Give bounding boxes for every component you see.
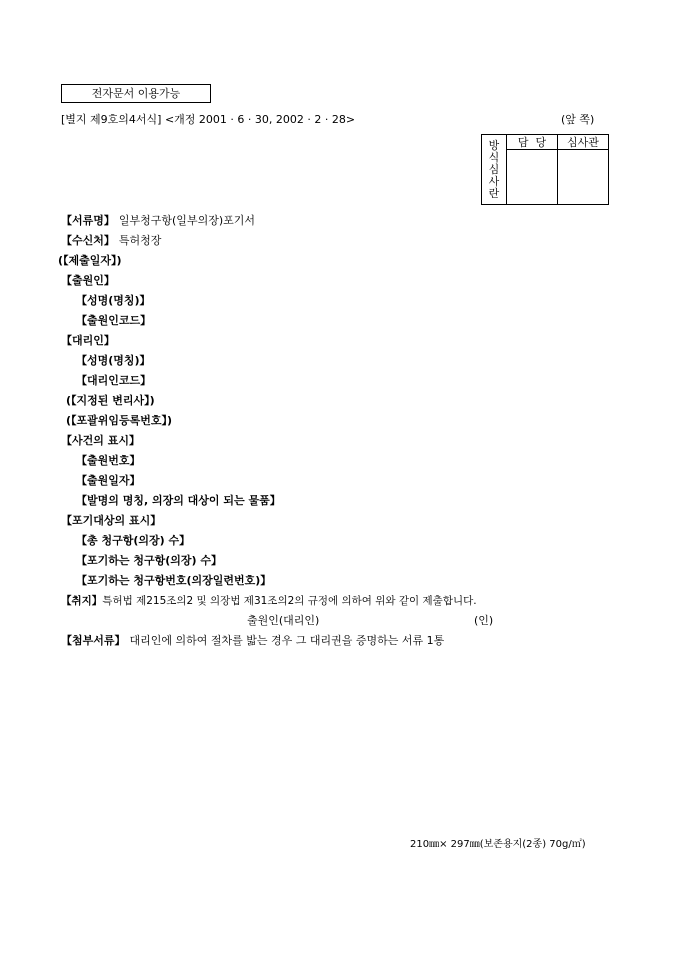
approval-side-char: 사 — [488, 174, 500, 188]
approval-side-label — [482, 135, 507, 205]
form-reference: [별지 제9호의4서식] <개정 2001 · 6 · 30, 2002 · 2 · 28> — [61, 113, 356, 126]
field-waived-claim-count: 【포기하는 청구항(의장) 수】 — [76, 554, 222, 567]
approval-side-char: 식 — [488, 150, 500, 164]
field-document-name: 【서류명】 일부청구항(일부의장)포기서 — [61, 214, 255, 227]
field-case-indication: 【사건의 표시】 — [61, 434, 140, 447]
front-side-label: (앞 쪽) — [561, 113, 595, 126]
field-agent: 【대리인】 — [61, 334, 115, 347]
field-application-date: 【출원일자】 — [76, 474, 141, 487]
field-waiver-target: 【포기대상의 표시】 — [61, 514, 162, 527]
field-agent-name: 【성명(명칭)】 — [76, 354, 151, 367]
field-applicant: 【출원인】 — [61, 274, 115, 287]
field-waived-claim-numbers: 【포기하는 청구항번호(의장일련번호)】 — [76, 574, 272, 587]
approval-box — [481, 134, 609, 205]
paper-specification: 210㎜× 297㎜(보존용지(2종) 70g/㎡) — [410, 839, 586, 850]
approval-col-staff: 담 당 — [507, 135, 558, 150]
field-general-power-number: (【포괄위임등록번호】) — [66, 414, 173, 427]
approval-side-char: 방 — [488, 138, 500, 152]
approval-side-char: 심 — [488, 162, 500, 176]
approval-side-char: 란 — [488, 186, 500, 200]
field-agent-code: 【대리인코드】 — [76, 374, 152, 387]
approval-cell-examiner — [558, 150, 609, 205]
field-total-claims: 【총 청구항(의장) 수】 — [76, 534, 191, 547]
electronic-document-label: 전자문서 이용가능 — [61, 84, 211, 103]
field-application-number: 【출원번호】 — [76, 454, 141, 467]
field-recipient: 【수신처】 특허청장 — [61, 234, 162, 247]
approval-cell-staff — [507, 150, 558, 205]
field-attachments: 【첨부서류】 대리인에 의하여 절차를 밟는 경우 그 대리권을 증명하는 서류 1통 — [61, 634, 445, 647]
field-applicant-name: 【성명(명칭)】 — [76, 294, 151, 307]
field-submission-date: (【제출일자】) — [58, 254, 122, 267]
signature-applicant: 출원인(대리인) — [247, 614, 320, 627]
field-invention-title: 【발명의 명칭, 의장의 대상이 되는 물품】 — [76, 494, 281, 507]
signature-seal: (인) — [474, 614, 494, 627]
approval-col-examiner: 심사관 — [558, 135, 609, 150]
field-purpose: 【취지】특허법 제215조의2 및 의장법 제31조의2의 규정에 의하여 위와 같이 제출합니다. — [61, 595, 477, 607]
field-designated-attorney: (【지정된 변리사】) — [66, 394, 155, 407]
field-applicant-code: 【출원인코드】 — [76, 314, 152, 327]
